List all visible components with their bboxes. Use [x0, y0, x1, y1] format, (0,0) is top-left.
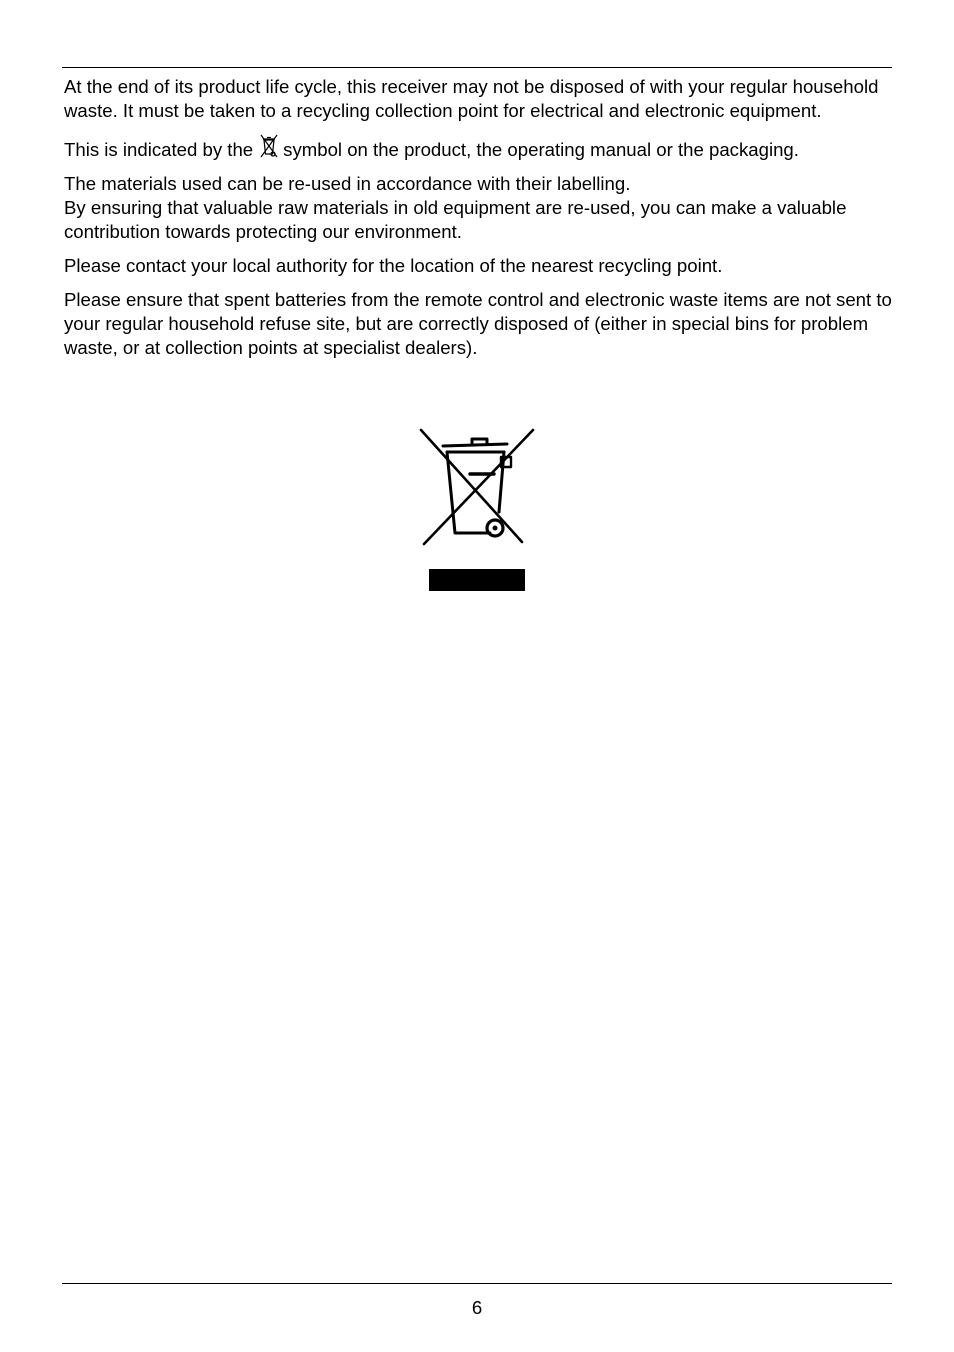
paragraph-symbol-after: symbol on the product, the operating manual or the packaging.: [283, 139, 799, 160]
footer-rule: [62, 1283, 892, 1284]
paragraph-symbol: [64, 133, 892, 162]
paragraph-materials-line1: The materials used can be re-used in accordance with their labelling.: [64, 173, 631, 194]
header-rule: [62, 67, 892, 68]
paragraph-materials: [64, 172, 892, 244]
crossed-bin-icon: [256, 133, 282, 159]
paragraph-disposal: At the end of its product life cycle, this receiver may not be disposed of with your regular household waste. It must be taken to a recycling collection point for electrical and electronic equipment.: [64, 76, 879, 121]
paragraph-authority: Please contact your local authority for the location of the nearest recycling point.: [64, 255, 723, 276]
page-number: 6: [471, 1297, 483, 1318]
weee-underline-bar: [429, 569, 525, 591]
paragraph-batteries: Please ensure that spent batteries from the remote control and electronic waste items are not sent to your regular household refuse site, but are correctly disposed of (either in special bins for problem waste, or at collection points at specialist dealers).: [64, 289, 892, 358]
paragraph-symbol-before: This is indicated by the: [64, 139, 254, 160]
paragraph-materials-line2: By ensuring that valuable raw materials in old equipment are re-used, you can make a valuable contribution towards protecting our environment.: [64, 197, 847, 242]
document-body: [64, 75, 892, 370]
weee-bin-icon: [418, 428, 536, 548]
